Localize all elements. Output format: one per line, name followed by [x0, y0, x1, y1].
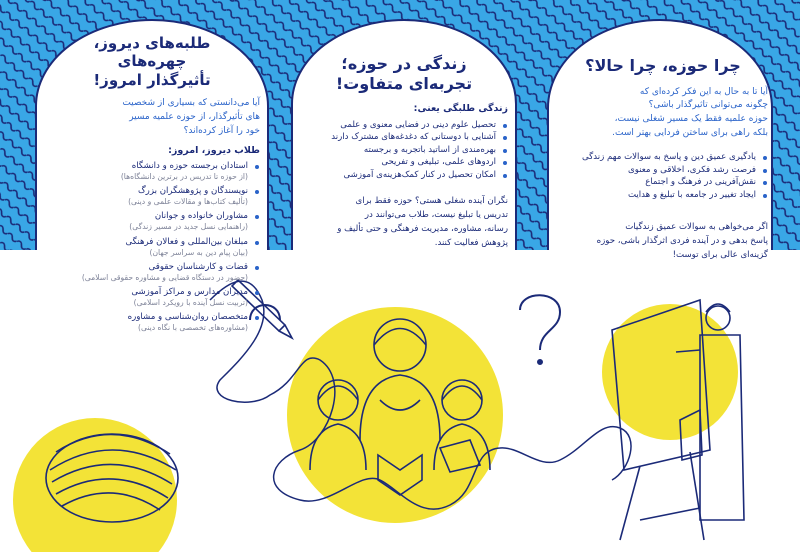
panel-center-title: زندگی در حوزه؛ تجربه‌ای متفاوت!: [335, 54, 473, 93]
list-item: مدیران مدارس و مراکز آموزشی (تربیت نسل آینده با رویکرد اسلامی): [44, 286, 260, 308]
list-item: نقش‌آفرینی در فرهنگ و اجتماع: [558, 176, 768, 188]
list-item: فرصت رشد فکری، اخلاقی و معنوی: [558, 164, 768, 176]
panel-right-title: چرا حوزه، چرا حالا؟: [585, 56, 741, 75]
list-item: استادان برجسته حوزه و دانشگاه (از حوزه تا تدریس در برترین دانشگاه‌ها): [44, 160, 260, 182]
list-item: نویسندگان و پژوهشگران بزرگ (تألیف کتاب‌ها و مقالات علمی و دینی): [44, 185, 260, 207]
list-item: اردوهای علمی، تبلیغی و تفریحی: [300, 156, 508, 168]
list-item: مبلغان بین‌المللی و فعالان فرهنگی (بیان پیام دین به سراسر جهان): [44, 236, 260, 258]
panel-left-subtitle: طلاب دیروز، امروز:: [168, 144, 260, 156]
panel-right-intro: آیا تا به حال به این فکر کرده‌ای که چگونه می‌توانی تاثیرگذار باشی؟ حوزه علمیه فقط یک مسیر شغلی نیست، بلکه راهی برای ساختن فردایی بهتر است.: [612, 86, 768, 139]
list-item: یادگیری عمیق دین و پاسخ به سوالات مهم زندگی: [558, 151, 768, 163]
panel-left-figures-list: [44, 160, 260, 334]
panel-right-closing: اگر می‌خواهی به سوالات عمیق زندگیات پاسخ بدهی و در آینده فردی اثرگذار باشی، حوزه گزینه‌ای عالی برای توست!: [596, 222, 768, 260]
panel-influential-figures: [44, 34, 260, 337]
list-item: قضات و کارشناسان حقوقی (حضور در دستگاه قضایی و مشاوره حقوقی اسلامی): [44, 261, 260, 283]
list-item: آشنایی با دوستانی که دغدغه‌های مشترک دارند: [300, 131, 508, 143]
panel-left-intro: آیا می‌دانستی که بسیاری از شخصیت های تأثیرگذار، از حوزه علمیه مسیر خود را آغاز کرده‌اند؟: [122, 97, 260, 136]
panel-left-title: طلبه‌های دیروز، چهره‌های تأثیرگذار امروز!: [93, 34, 211, 89]
panel-why-seminary: [558, 56, 768, 262]
list-item: متخصصان روان‌شناسی و مشاوره (مشاوره‌های تخصصی با نگاه دینی): [44, 311, 260, 333]
panel-center-features-list: [300, 119, 508, 181]
yellow-circle-right: [602, 304, 738, 440]
list-item: مشاوران خانواده و جوانان (راهنمایی نسل جدید در مسیر زندگی): [44, 210, 260, 232]
list-item: امکان تحصیل در کنار کمک‌هزینه‌ی آموزشی: [300, 169, 508, 181]
panel-center-subtitle: زندگی طلبگی یعنی:: [413, 103, 508, 115]
panel-right-benefits-list: [558, 151, 768, 201]
list-item: بهره‌مندی از اساتید باتجربه و برجسته: [300, 144, 508, 156]
panel-center-closing: نگران آینده شغلی هستی؟ حوزه فقط برای تدریس یا تبلیغ نیست، طلاب می‌توانند در رسانه، مشاوره، مدیریت فرهنگی و حتی تألیف و پژوهش فعالیت کنند.: [337, 196, 508, 248]
panel-life-in-seminary: [300, 54, 508, 250]
list-item: تحصیل علوم دینی در فضایی معنوی و علمی: [300, 119, 508, 131]
list-item: ایجاد تغییر در جامعه با تبلیغ و هدایت: [558, 189, 768, 201]
